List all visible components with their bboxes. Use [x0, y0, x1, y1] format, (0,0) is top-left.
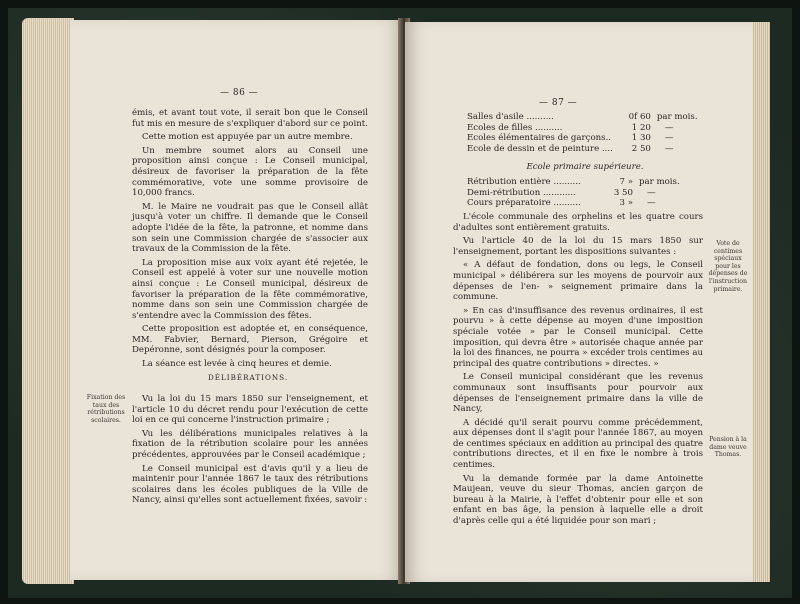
fee-label: Ecoles de filles — [467, 122, 533, 133]
paragraph: Cette proposition est adoptée et, en conséquence, MM. Fabvier, Bernard, Pierson, Grégoire et Depéronne, sont désignés pour la composer. — [132, 324, 368, 356]
paragraph: Un membre soumet alors au Conseil une proposition ainsi conçue : Le Conseil municipal, désireux de favoriser la préparation de la fête commémorative, vote une somme provisoire de 10,000 francs. — [132, 145, 368, 199]
fee-label: Rétribution entière — [467, 177, 551, 187]
paragraph: Vu la demande formée par la dame Antoinette Maujean, veuve du sieur Thomas, ancien garçon de bureau à la Mairie, à l'effet d'obtenir pour elle et son enfant en bas âge, la pension à laquelle elle a droit d'après celle qui a été liquidée pour son mari ; — [453, 473, 703, 527]
paragraph: L'école communale des orphelins et les quatre cours d'adultes sont entièrement gratuits. — [453, 212, 703, 233]
paragraph: M. le Maire ne voudrait pas que le Conseil allât jusqu'à voter un chiffre. Il demande que le Conseil adopte l'idée de la fête, la patronne, et nomme dans son sein une Commission chargée de s'associer aux travaux de la Commission de la fête. — [132, 201, 368, 255]
fee-amount: 3 » — [619, 198, 633, 209]
table-row: Ecoles élémentaires de garçons.. 1 30 — — [467, 133, 698, 144]
paragraph: » En cas d'insuffisance des revenus ordinaires, il est pourvu » à cette dépense au moyen d'une imposition spéciale votée » par le Conseil municipal. Cette imposition, qui devra être » autorisée chaque année par la loi des finances, ne pourra » excéder trois centimes au principal des quatre contributions » directes. » — [453, 305, 703, 369]
fee-unit: — — [664, 133, 674, 144]
left-page — [70, 20, 403, 580]
fee-unit: — — [664, 143, 674, 154]
paragraph: Vu l'article 40 de la loi du 15 mars 1850 sur l'enseignement, portant les dispositions suivantes : — [453, 236, 703, 257]
fee-amount: 2 50 — [631, 143, 651, 154]
table-row: Ecoles de filles .......... 1 20 — — [467, 123, 698, 134]
right-page — [405, 22, 753, 582]
fee-label: Salles d'asile — [467, 112, 524, 122]
right-page-number: — 87 — — [539, 98, 578, 108]
left-page-edges — [22, 18, 74, 584]
table-row: Demi-rétribution ............ 3 50 — — [467, 188, 680, 199]
deliberations-body — [132, 394, 368, 509]
fee-amount: 1 20 — [631, 122, 651, 133]
margin-note: Pension à la dame veuve Thomas. — [709, 436, 747, 459]
subheading-block — [467, 162, 703, 176]
paragraph: La séance est levée à cinq heures et demie. — [142, 359, 332, 370]
section-heading: DÉLIBÉRATIONS. — [208, 373, 289, 382]
fee-unit: par mois. — [639, 177, 680, 187]
paragraph: « A défaut de fondation, dons ou legs, le Conseil municipal » délibérera sur les moyens de pourvoir aux dépenses de l'en- » seignement primaire dans la commune. — [453, 260, 703, 303]
paragraph: Cette motion est appuyée par un autre membre. — [142, 132, 353, 143]
right-page-edges — [752, 22, 770, 582]
left-page-number: — 86 — — [220, 88, 259, 98]
fee-amount: 0f 60 — [628, 112, 651, 122]
paragraph: Le Conseil municipal considérant que les revenus communaux sont insuffisants pour pourvoir aux dépenses de l'enseignement primaire dans la ville de Nancy, — [453, 372, 703, 415]
fee-label: Ecoles élémentaires de garçons — [467, 133, 606, 144]
fee-unit: — — [647, 198, 656, 209]
paragraph: Le Conseil municipal est d'avis qu'il y a lieu de maintenir pour l'année 1867 le taux des rétributions scolaires dans les écoles publiques de la Ville de Nancy, ainsi qu'elles sont actuellement fixées, savoir : — [132, 463, 368, 506]
right-page-body — [453, 212, 703, 530]
fee-unit: — — [647, 187, 656, 198]
paragraph: émis, et avant tout vote, il serait bon que le Conseil fut mis en mesure de s'expliquer d'abord sur ce point. — [132, 108, 368, 129]
table-row: Rétribution entière .......... 7 » par mois. — [467, 177, 680, 187]
fee-amount: 3 50 — [613, 187, 633, 198]
fee-label: Cours préparatoire — [467, 198, 551, 209]
fee-amount: 7 » — [619, 177, 633, 187]
fee-unit: — — [664, 122, 674, 133]
margin-note: Vote de centimes spéciaux pour les dépenses de l'instruction primaire. — [708, 240, 748, 293]
subheading: Ecole primaire supérieure. — [526, 162, 644, 172]
margin-note: Fixation des taux des rétributions scolaires. — [86, 394, 126, 424]
paragraph: La proposition mise aux voix ayant été rejetée, le Conseil est appelé à voter sur une nouvelle motion ainsi conçue : Le Conseil municipal, désireux de favoriser la préparation de la fête commémorative, nomme dans son sein une Commission chargée de s'entendre avec la Commission des fêtes. — [132, 257, 368, 321]
fee-amount: 1 30 — [631, 133, 651, 144]
fee-label: Ecole de dessin et de peinture — [467, 143, 600, 154]
left-page-body — [132, 108, 368, 373]
table-row: Salles d'asile .......... 0f 60 par mois. — [467, 112, 698, 122]
paragraph: Vu les délibérations municipales relatives à la fixation de la rétribution scolaire pour les années précédentes, approuvées par le Conseil académique ; — [132, 428, 368, 460]
paragraph: A décidé qu'il serait pourvu comme précédemment, aux dépenses dont il s'agit pour l'année 1867, au moyen de centimes spéciaux en addition au principal des quatre contributions directes, et il en fixe le nombre à trois centimes. — [453, 417, 703, 471]
fee-unit: par mois. — [656, 112, 698, 122]
table-row: Ecole de dessin et de peinture .... 2 50 — — [467, 144, 698, 155]
fee-label: Demi-rétribution — [467, 187, 541, 198]
table-row: Cours préparatoire .......... 3 » — — [467, 198, 680, 209]
fee-table — [467, 112, 698, 154]
paragraph: Vu la loi du 15 mars 1850 sur l'enseignement, et l'article 10 du décret rendu pour l'exécution de cette loi en ce qui concerne l'instruction primaire ; — [132, 394, 368, 426]
fee-table-secondary — [467, 177, 680, 209]
